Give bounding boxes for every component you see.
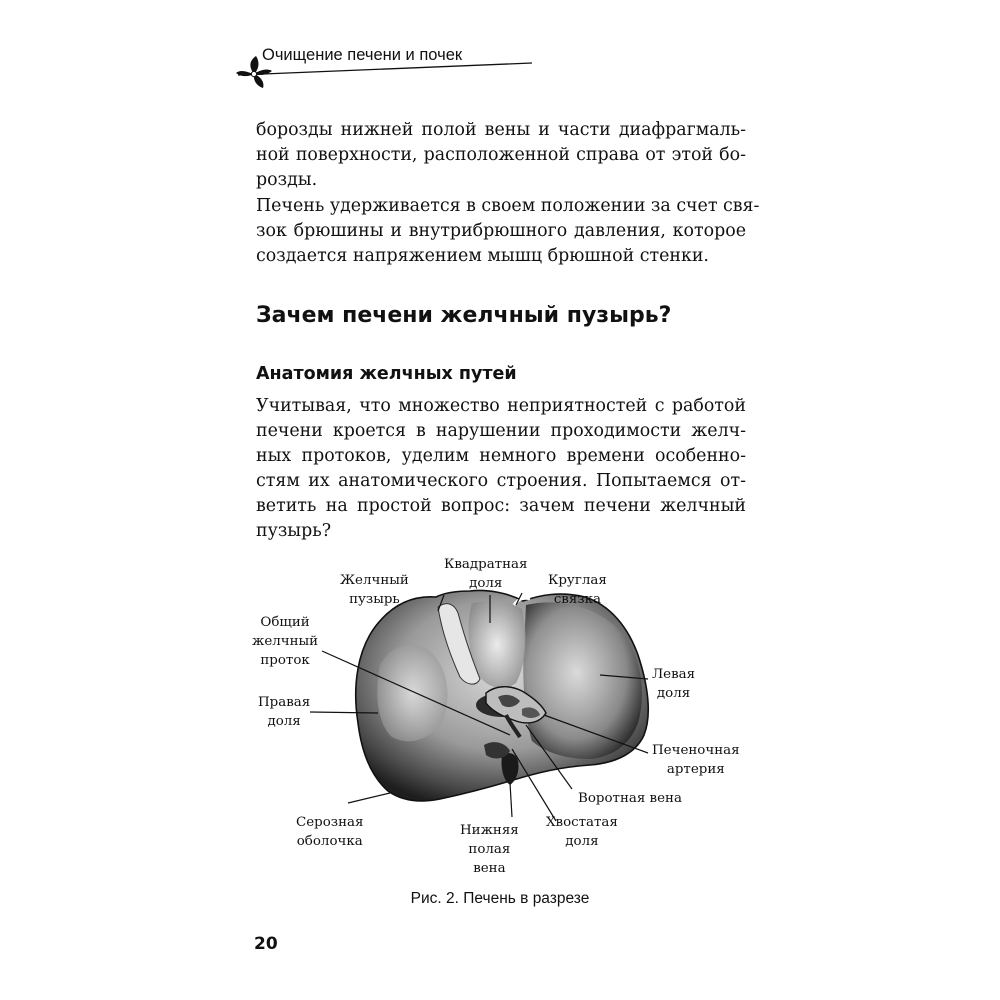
figure-caption: Рис. 2. Печень в разрезе	[410, 890, 590, 907]
label-round-ligament	[548, 571, 607, 609]
text-line: пузырь?	[256, 521, 332, 541]
leader-serous-membrane	[348, 793, 390, 803]
label-line: Хвостатая	[546, 815, 618, 830]
label-line: доля	[469, 576, 503, 591]
label-line: Желчный	[340, 573, 409, 588]
text-line: зок брюшины и внутрибрюшного давления, которое	[256, 221, 746, 241]
label-line: Правая	[258, 695, 311, 710]
running-header	[232, 42, 532, 92]
label-line: Серозная	[296, 815, 364, 830]
label-line: артерия	[666, 762, 725, 777]
text-line: стям их анатомического строения. Попытаемся от-	[256, 471, 746, 491]
label-line: связка	[553, 592, 601, 607]
text-line: розды.	[256, 170, 318, 190]
label-line: Нижняя	[460, 823, 519, 838]
label-line: желчный	[252, 634, 319, 649]
label-serous-membrane	[296, 813, 363, 851]
text-line: ной поверхности, расположенной справа от этой бо-	[256, 145, 746, 165]
section-heading: Зачем печени желчный пузырь?	[256, 303, 672, 328]
label-line: проток	[260, 653, 310, 668]
label-line: доля	[267, 714, 301, 729]
label-line: Квадратная	[444, 557, 528, 572]
label-gallbladder	[340, 571, 409, 609]
label-right-lobe	[258, 693, 310, 731]
paragraph-3	[256, 394, 746, 544]
label-line: доля	[656, 686, 691, 701]
leader-inferior-vena-cava	[510, 783, 512, 817]
label-line: Левая	[652, 667, 696, 682]
label-line: Воротная вена	[578, 791, 682, 806]
text-line: ных протоков, уделим немного времени особенно-	[256, 446, 746, 466]
running-title: Очищение печени и почек	[262, 46, 463, 64]
text-line: создается напряжением мышц брюшной стенки.	[256, 246, 709, 266]
text-line: борозды нижней полой вены и части диафрагмаль-	[256, 120, 746, 140]
label-line: оболочка	[296, 834, 363, 849]
liver-cross-section-figure	[240, 555, 760, 875]
label-line: вена	[473, 861, 506, 876]
text-line: печени кроется в нарушении проходимости желч-	[256, 421, 746, 441]
page-number: 20	[254, 934, 278, 954]
label-caudate-lobe	[546, 813, 618, 851]
paragraph-1	[256, 118, 746, 193]
label-line: Печеночная	[652, 743, 740, 758]
label-common-bile-duct	[252, 613, 318, 670]
subsection-heading: Анатомия желчных путей	[256, 364, 517, 384]
paragraph-2	[256, 194, 760, 269]
label-hepatic-artery	[652, 741, 740, 779]
text-line: Учитывая, что множество неприятностей с работой	[256, 396, 746, 416]
right-lobe-shape	[377, 645, 447, 741]
label-inferior-vena-cava	[460, 821, 519, 878]
label-line: доля	[565, 834, 599, 849]
label-portal-vein	[578, 789, 682, 808]
text-line: ветить на простой вопрос: зачем печени желчный	[256, 496, 746, 516]
label-line: пузырь	[349, 592, 400, 607]
label-quadrate-lobe	[444, 555, 527, 593]
label-line: полая	[468, 842, 511, 857]
text-line: Печень удерживается в своем положении за счет свя-	[256, 196, 760, 216]
label-line: Общий	[260, 615, 310, 630]
label-line: Круглая	[548, 573, 607, 588]
left-lobe-shape	[523, 602, 642, 759]
label-left-lobe	[652, 665, 695, 703]
